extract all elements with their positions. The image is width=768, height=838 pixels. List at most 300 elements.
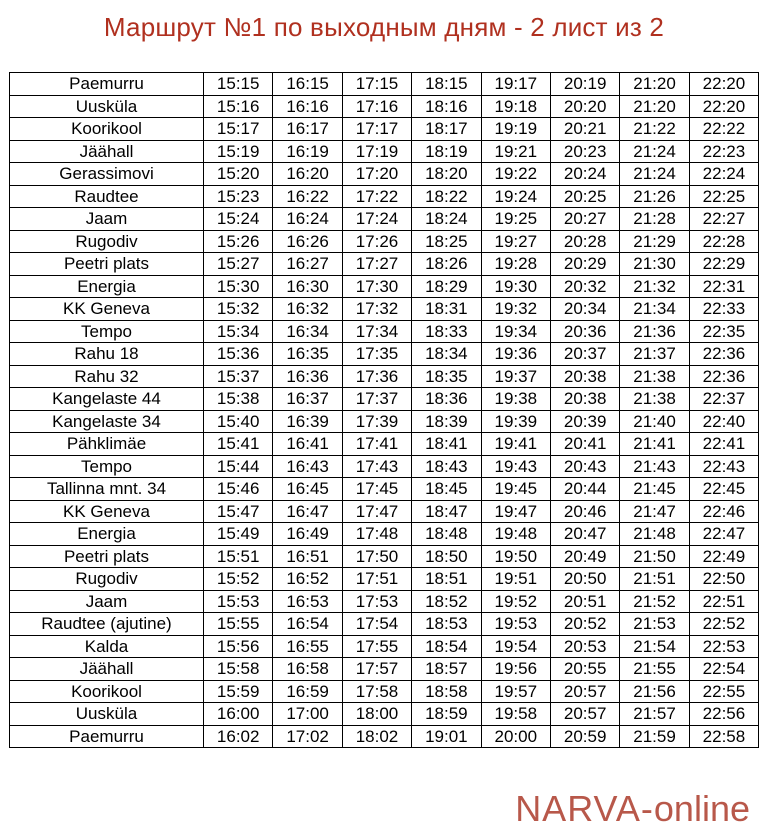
departure-time-cell: 19:18: [481, 95, 550, 118]
departure-time-cell: 19:53: [481, 613, 550, 636]
departure-time-cell: 20:57: [550, 680, 619, 703]
departure-time-cell: 15:51: [204, 545, 273, 568]
table-row: [10, 73, 759, 96]
departure-time-cell: 22:27: [689, 208, 758, 231]
departure-time-cell: 17:47: [342, 500, 411, 523]
departure-time-cell: 19:34: [481, 320, 550, 343]
table-row: [10, 613, 759, 636]
table-row: [10, 140, 759, 163]
departure-time-cell: 22:49: [689, 545, 758, 568]
departure-time-cell: 22:41: [689, 433, 758, 456]
departure-time-cell: 19:22: [481, 163, 550, 186]
departure-time-cell: 15:26: [204, 230, 273, 253]
stop-name-cell: Jäähall: [10, 140, 204, 163]
departure-time-cell: 16:58: [273, 658, 342, 681]
departure-time-cell: 22:29: [689, 253, 758, 276]
departure-time-cell: 17:48: [342, 523, 411, 546]
page-title: Маршрут №1 по выходным дням - 2 лист из 2: [103, 12, 665, 42]
departure-time-cell: 15:38: [204, 388, 273, 411]
departure-time-cell: 15:58: [204, 658, 273, 681]
table-row: [10, 455, 759, 478]
departure-time-cell: 19:56: [481, 658, 550, 681]
departure-time-cell: 20:41: [550, 433, 619, 456]
departure-time-cell: 15:36: [204, 343, 273, 366]
departure-time-cell: 19:51: [481, 568, 550, 591]
departure-time-cell: 19:32: [481, 298, 550, 321]
departure-time-cell: 22:46: [689, 500, 758, 523]
table-row: [10, 433, 759, 456]
departure-time-cell: 21:36: [620, 320, 689, 343]
departure-time-cell: 19:54: [481, 635, 550, 658]
departure-time-cell: 22:43: [689, 455, 758, 478]
departure-time-cell: 15:34: [204, 320, 273, 343]
departure-time-cell: 19:52: [481, 590, 550, 613]
departure-time-cell: 16:59: [273, 680, 342, 703]
stop-name-cell: KK Geneva: [10, 298, 204, 321]
departure-time-cell: 19:19: [481, 118, 550, 141]
departure-time-cell: 22:37: [689, 388, 758, 411]
stop-name-cell: Uusküla: [10, 95, 204, 118]
departure-time-cell: 20:21: [550, 118, 619, 141]
departure-time-cell: 17:55: [342, 635, 411, 658]
table-row: [10, 410, 759, 433]
departure-time-cell: 22:20: [689, 95, 758, 118]
departure-time-cell: 19:21: [481, 140, 550, 163]
departure-time-cell: 20:34: [550, 298, 619, 321]
departure-time-cell: 21:32: [620, 275, 689, 298]
departure-time-cell: 19:48: [481, 523, 550, 546]
stop-name-cell: Paemurru: [10, 73, 204, 96]
logo-online: online: [653, 788, 750, 829]
departure-time-cell: 17:58: [342, 680, 411, 703]
stop-name-cell: Jaam: [10, 590, 204, 613]
departure-time-cell: 18:35: [412, 365, 481, 388]
departure-time-cell: 21:26: [620, 185, 689, 208]
departure-time-cell: 22:36: [689, 365, 758, 388]
departure-time-cell: 21:38: [620, 365, 689, 388]
departure-time-cell: 19:43: [481, 455, 550, 478]
departure-time-cell: 21:20: [620, 73, 689, 96]
departure-time-cell: 22:58: [689, 725, 758, 748]
departure-time-cell: 20:57: [550, 703, 619, 726]
departure-time-cell: 16:47: [273, 500, 342, 523]
departure-time-cell: 17:24: [342, 208, 411, 231]
departure-time-cell: 21:38: [620, 388, 689, 411]
stop-name-cell: Koorikool: [10, 118, 204, 141]
departure-time-cell: 15:32: [204, 298, 273, 321]
stop-name-cell: Kangelaste 44: [10, 388, 204, 411]
departure-time-cell: 20:49: [550, 545, 619, 568]
table-row: [10, 95, 759, 118]
departure-time-cell: 22:28: [689, 230, 758, 253]
table-row: [10, 320, 759, 343]
departure-time-cell: 18:34: [412, 343, 481, 366]
departure-time-cell: 16:37: [273, 388, 342, 411]
departure-time-cell: 16:32: [273, 298, 342, 321]
departure-time-cell: 16:51: [273, 545, 342, 568]
logo-narva: NARVA: [515, 788, 641, 829]
stop-name-cell: Rahu 18: [10, 343, 204, 366]
departure-time-cell: 21:57: [620, 703, 689, 726]
departure-time-cell: 21:54: [620, 635, 689, 658]
departure-time-cell: 16:35: [273, 343, 342, 366]
stop-name-cell: Pähklimäe: [10, 433, 204, 456]
stop-name-cell: Jaam: [10, 208, 204, 231]
table-row: [10, 365, 759, 388]
departure-time-cell: 20:25: [550, 185, 619, 208]
departure-time-cell: 18:00: [342, 703, 411, 726]
departure-time-cell: 19:57: [481, 680, 550, 703]
departure-time-cell: 20:20: [550, 95, 619, 118]
departure-time-cell: 16:00: [204, 703, 273, 726]
departure-time-cell: 17:39: [342, 410, 411, 433]
departure-time-cell: 22:33: [689, 298, 758, 321]
departure-time-cell: 16:17: [273, 118, 342, 141]
table-row: [10, 478, 759, 501]
departure-time-cell: 18:57: [412, 658, 481, 681]
departure-time-cell: 22:45: [689, 478, 758, 501]
departure-time-cell: 20:29: [550, 253, 619, 276]
table-row: [10, 185, 759, 208]
departure-time-cell: 16:49: [273, 523, 342, 546]
departure-time-cell: 22:22: [689, 118, 758, 141]
narva-online-logo: [515, 788, 750, 830]
departure-time-cell: 21:51: [620, 568, 689, 591]
departure-time-cell: 22:47: [689, 523, 758, 546]
table-row: [10, 523, 759, 546]
departure-time-cell: 16:24: [273, 208, 342, 231]
departure-time-cell: 20:37: [550, 343, 619, 366]
departure-time-cell: 20:23: [550, 140, 619, 163]
departure-time-cell: 16:16: [273, 95, 342, 118]
departure-time-cell: 18:26: [412, 253, 481, 276]
departure-time-cell: 21:20: [620, 95, 689, 118]
departure-time-cell: 17:20: [342, 163, 411, 186]
departure-time-cell: 17:15: [342, 73, 411, 96]
departure-time-cell: 18:25: [412, 230, 481, 253]
departure-time-cell: 21:28: [620, 208, 689, 231]
departure-time-cell: 22:56: [689, 703, 758, 726]
departure-time-cell: 21:22: [620, 118, 689, 141]
departure-time-cell: 16:19: [273, 140, 342, 163]
departure-time-cell: 20:27: [550, 208, 619, 231]
departure-time-cell: 19:45: [481, 478, 550, 501]
table-row: [10, 343, 759, 366]
departure-time-cell: 19:36: [481, 343, 550, 366]
departure-time-cell: 21:50: [620, 545, 689, 568]
table-row: [10, 545, 759, 568]
departure-time-cell: 21:24: [620, 163, 689, 186]
departure-time-cell: 21:43: [620, 455, 689, 478]
departure-time-cell: 21:55: [620, 658, 689, 681]
stop-name-cell: Paemurru: [10, 725, 204, 748]
stop-name-cell: Tempo: [10, 455, 204, 478]
departure-time-cell: 18:15: [412, 73, 481, 96]
departure-time-cell: 15:15: [204, 73, 273, 96]
departure-time-cell: 16:20: [273, 163, 342, 186]
departure-time-cell: 16:43: [273, 455, 342, 478]
departure-time-cell: 17:22: [342, 185, 411, 208]
departure-time-cell: 22:53: [689, 635, 758, 658]
departure-time-cell: 15:46: [204, 478, 273, 501]
departure-time-cell: 21:59: [620, 725, 689, 748]
departure-time-cell: 15:59: [204, 680, 273, 703]
departure-time-cell: 18:39: [412, 410, 481, 433]
departure-time-cell: 18:45: [412, 478, 481, 501]
departure-time-cell: 16:26: [273, 230, 342, 253]
departure-time-cell: 16:54: [273, 613, 342, 636]
departure-time-cell: 20:39: [550, 410, 619, 433]
departure-time-cell: 21:41: [620, 433, 689, 456]
stop-name-cell: Rahu 32: [10, 365, 204, 388]
departure-time-cell: 18:59: [412, 703, 481, 726]
departure-time-cell: 17:43: [342, 455, 411, 478]
departure-time-cell: 21:29: [620, 230, 689, 253]
departure-time-cell: 18:17: [412, 118, 481, 141]
departure-time-cell: 21:56: [620, 680, 689, 703]
departure-time-cell: 20:51: [550, 590, 619, 613]
stop-name-cell: Koorikool: [10, 680, 204, 703]
table-row: [10, 703, 759, 726]
departure-time-cell: 17:51: [342, 568, 411, 591]
departure-time-cell: 18:33: [412, 320, 481, 343]
stop-name-cell: KK Geneva: [10, 500, 204, 523]
departure-time-cell: 20:53: [550, 635, 619, 658]
departure-time-cell: 15:52: [204, 568, 273, 591]
departure-time-cell: 17:54: [342, 613, 411, 636]
departure-time-cell: 16:53: [273, 590, 342, 613]
stop-name-cell: Energia: [10, 275, 204, 298]
departure-time-cell: 17:50: [342, 545, 411, 568]
departure-time-cell: 21:37: [620, 343, 689, 366]
departure-time-cell: 17:41: [342, 433, 411, 456]
departure-time-cell: 20:52: [550, 613, 619, 636]
departure-time-cell: 20:59: [550, 725, 619, 748]
departure-time-cell: 22:35: [689, 320, 758, 343]
departure-time-cell: 22:40: [689, 410, 758, 433]
departure-time-cell: 19:47: [481, 500, 550, 523]
departure-time-cell: 15:24: [204, 208, 273, 231]
stop-name-cell: Gerassimovi: [10, 163, 204, 186]
departure-time-cell: 18:47: [412, 500, 481, 523]
departure-time-cell: 18:48: [412, 523, 481, 546]
departure-time-cell: 20:44: [550, 478, 619, 501]
stop-name-cell: Energia: [10, 523, 204, 546]
departure-time-cell: 18:51: [412, 568, 481, 591]
departure-time-cell: 19:41: [481, 433, 550, 456]
stop-name-cell: Uusküla: [10, 703, 204, 726]
departure-time-cell: 17:00: [273, 703, 342, 726]
departure-time-cell: 18:54: [412, 635, 481, 658]
departure-time-cell: 20:24: [550, 163, 619, 186]
table-row: [10, 590, 759, 613]
departure-time-cell: 16:34: [273, 320, 342, 343]
departure-time-cell: 21:45: [620, 478, 689, 501]
departure-time-cell: 15:40: [204, 410, 273, 433]
departure-time-cell: 19:01: [412, 725, 481, 748]
departure-time-cell: 18:02: [342, 725, 411, 748]
departure-time-cell: 19:25: [481, 208, 550, 231]
departure-time-cell: 22:20: [689, 73, 758, 96]
departure-time-cell: 21:34: [620, 298, 689, 321]
departure-time-cell: 20:28: [550, 230, 619, 253]
departure-time-cell: 22:52: [689, 613, 758, 636]
departure-time-cell: 19:24: [481, 185, 550, 208]
departure-time-cell: 15:30: [204, 275, 273, 298]
departure-time-cell: 18:52: [412, 590, 481, 613]
departure-time-cell: 17:36: [342, 365, 411, 388]
departure-time-cell: 15:20: [204, 163, 273, 186]
departure-time-cell: 22:31: [689, 275, 758, 298]
departure-time-cell: 15:56: [204, 635, 273, 658]
departure-time-cell: 16:30: [273, 275, 342, 298]
stop-name-cell: Jäähall: [10, 658, 204, 681]
departure-time-cell: 21:53: [620, 613, 689, 636]
stop-name-cell: Peetri plats: [10, 253, 204, 276]
departure-time-cell: 18:53: [412, 613, 481, 636]
logo-dash: -: [640, 788, 654, 829]
departure-time-cell: 20:43: [550, 455, 619, 478]
departure-time-cell: 16:55: [273, 635, 342, 658]
table-row: [10, 658, 759, 681]
departure-time-cell: 17:35: [342, 343, 411, 366]
departure-time-cell: 16:22: [273, 185, 342, 208]
stop-name-cell: Peetri plats: [10, 545, 204, 568]
departure-time-cell: 20:47: [550, 523, 619, 546]
departure-time-cell: 16:27: [273, 253, 342, 276]
departure-time-cell: 15:17: [204, 118, 273, 141]
departure-time-cell: 18:16: [412, 95, 481, 118]
table-row: [10, 388, 759, 411]
departure-time-cell: 15:44: [204, 455, 273, 478]
departure-time-cell: 17:27: [342, 253, 411, 276]
timetable: [9, 72, 759, 748]
departure-time-cell: 22:51: [689, 590, 758, 613]
departure-time-cell: 18:41: [412, 433, 481, 456]
departure-time-cell: 22:25: [689, 185, 758, 208]
table-row: [10, 253, 759, 276]
departure-time-cell: 19:58: [481, 703, 550, 726]
table-row: [10, 118, 759, 141]
departure-time-cell: 19:37: [481, 365, 550, 388]
departure-time-cell: 20:55: [550, 658, 619, 681]
departure-time-cell: 18:20: [412, 163, 481, 186]
departure-time-cell: 17:17: [342, 118, 411, 141]
departure-time-cell: 22:24: [689, 163, 758, 186]
stop-name-cell: Raudtee (ajutine): [10, 613, 204, 636]
table-row: [10, 208, 759, 231]
stop-name-cell: Tallinna mnt. 34: [10, 478, 204, 501]
departure-time-cell: 18:24: [412, 208, 481, 231]
table-row: [10, 500, 759, 523]
departure-time-cell: 17:37: [342, 388, 411, 411]
departure-time-cell: 22:55: [689, 680, 758, 703]
departure-time-cell: 21:48: [620, 523, 689, 546]
departure-time-cell: 18:31: [412, 298, 481, 321]
departure-time-cell: 17:16: [342, 95, 411, 118]
table-row: [10, 275, 759, 298]
departure-time-cell: 16:39: [273, 410, 342, 433]
departure-time-cell: 15:47: [204, 500, 273, 523]
stop-name-cell: Rugodiv: [10, 568, 204, 591]
table-row: [10, 298, 759, 321]
table-row: [10, 635, 759, 658]
departure-time-cell: 15:19: [204, 140, 273, 163]
departure-time-cell: 19:28: [481, 253, 550, 276]
stop-name-cell: Kangelaste 34: [10, 410, 204, 433]
departure-time-cell: 18:58: [412, 680, 481, 703]
departure-time-cell: 20:46: [550, 500, 619, 523]
table-row: [10, 230, 759, 253]
stop-name-cell: Tempo: [10, 320, 204, 343]
departure-time-cell: 15:27: [204, 253, 273, 276]
departure-time-cell: 18:50: [412, 545, 481, 568]
departure-time-cell: 20:50: [550, 568, 619, 591]
table-row: [10, 680, 759, 703]
departure-time-cell: 17:32: [342, 298, 411, 321]
departure-time-cell: 15:16: [204, 95, 273, 118]
departure-time-cell: 17:53: [342, 590, 411, 613]
departure-time-cell: 21:40: [620, 410, 689, 433]
departure-time-cell: 17:57: [342, 658, 411, 681]
departure-time-cell: 18:19: [412, 140, 481, 163]
departure-time-cell: 17:34: [342, 320, 411, 343]
departure-time-cell: 16:45: [273, 478, 342, 501]
departure-time-cell: 17:30: [342, 275, 411, 298]
timetable-body: [10, 73, 759, 748]
departure-time-cell: 17:26: [342, 230, 411, 253]
departure-time-cell: 19:38: [481, 388, 550, 411]
departure-time-cell: 22:36: [689, 343, 758, 366]
table-row: [10, 568, 759, 591]
departure-time-cell: 20:00: [481, 725, 550, 748]
departure-time-cell: 18:22: [412, 185, 481, 208]
departure-time-cell: 20:38: [550, 365, 619, 388]
departure-time-cell: 15:41: [204, 433, 273, 456]
departure-time-cell: 20:36: [550, 320, 619, 343]
stop-name-cell: Raudtee: [10, 185, 204, 208]
departure-time-cell: 16:52: [273, 568, 342, 591]
departure-time-cell: 20:32: [550, 275, 619, 298]
table-row: [10, 725, 759, 748]
departure-time-cell: 22:23: [689, 140, 758, 163]
departure-time-cell: 17:45: [342, 478, 411, 501]
departure-time-cell: 19:50: [481, 545, 550, 568]
departure-time-cell: 21:52: [620, 590, 689, 613]
departure-time-cell: 19:17: [481, 73, 550, 96]
departure-time-cell: 20:38: [550, 388, 619, 411]
departure-time-cell: 21:30: [620, 253, 689, 276]
departure-time-cell: 16:41: [273, 433, 342, 456]
departure-time-cell: 19:27: [481, 230, 550, 253]
departure-time-cell: 21:24: [620, 140, 689, 163]
stop-name-cell: Kalda: [10, 635, 204, 658]
departure-time-cell: 18:29: [412, 275, 481, 298]
departure-time-cell: 20:19: [550, 73, 619, 96]
table-row: [10, 163, 759, 186]
departure-time-cell: 22:50: [689, 568, 758, 591]
departure-time-cell: 17:02: [273, 725, 342, 748]
departure-time-cell: 15:55: [204, 613, 273, 636]
departure-time-cell: 21:47: [620, 500, 689, 523]
departure-time-cell: 19:30: [481, 275, 550, 298]
departure-time-cell: 16:15: [273, 73, 342, 96]
departure-time-cell: 16:36: [273, 365, 342, 388]
departure-time-cell: 15:37: [204, 365, 273, 388]
departure-time-cell: 16:02: [204, 725, 273, 748]
stop-name-cell: Rugodiv: [10, 230, 204, 253]
departure-time-cell: 15:53: [204, 590, 273, 613]
